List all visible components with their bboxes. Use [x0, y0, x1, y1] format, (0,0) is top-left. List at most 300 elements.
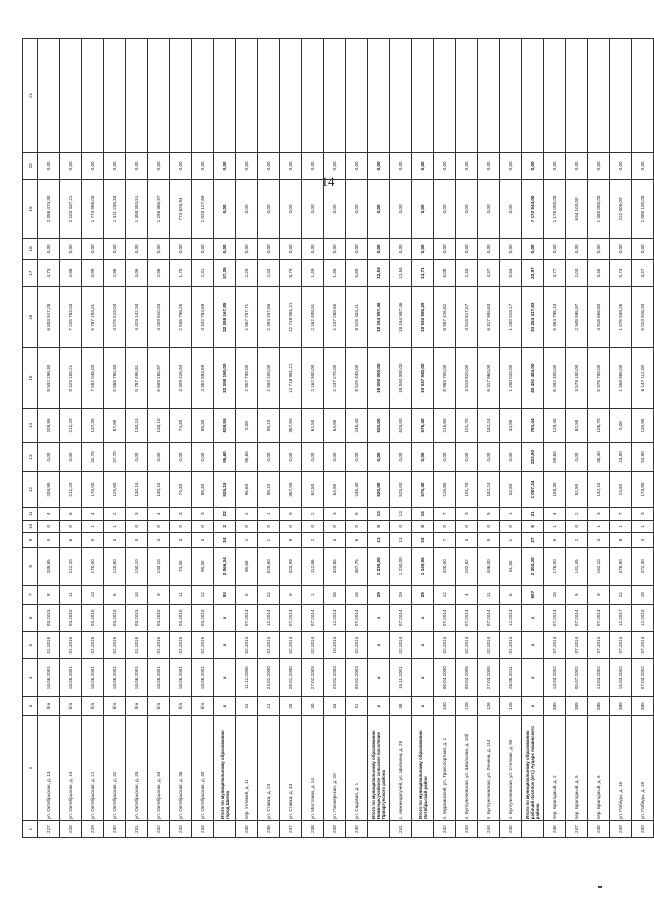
- table-cell: 0,00: [104, 238, 126, 259]
- table-cell: 162,10: [588, 547, 610, 585]
- table-cell: 98,30: [192, 472, 214, 508]
- table-cell: 23,90: [610, 442, 632, 471]
- table-cell: 27: [522, 533, 544, 548]
- table-total-row: [412, 39, 434, 838]
- table-cell: 0,00: [610, 152, 632, 179]
- table-cell: 18.06.2001: [82, 659, 104, 697]
- column-header: 19: [23, 180, 38, 239]
- table-cell: 997: [522, 585, 544, 604]
- table-cell: 0: [302, 520, 324, 533]
- table-row: [280, 39, 302, 838]
- table-cell: 0,00: [60, 442, 82, 471]
- table-cell: [346, 39, 368, 153]
- table-cell: 07.2014: [588, 631, 610, 658]
- table-cell: 2: [214, 520, 236, 533]
- table-cell: 13: [368, 507, 390, 520]
- table-cell: 5 023 916,33: [632, 287, 654, 348]
- column-header: 1: [23, 821, 38, 838]
- table-cell: 12: [434, 585, 456, 604]
- address-cell: ул. Мостовая, д. 14: [302, 716, 324, 821]
- table-cell: х: [412, 631, 434, 658]
- table-cell: 4: [148, 533, 170, 548]
- table-cell: 0,00: [588, 152, 610, 179]
- table-cell: 15: [544, 585, 566, 604]
- table-cell: 2,34: [258, 259, 280, 286]
- table-cell: 4 362 883,69: [192, 348, 214, 409]
- table-cell: 0,00: [148, 238, 170, 259]
- table-cell: 0: [148, 520, 170, 533]
- table-cell: 01.2014: [500, 631, 522, 658]
- table-cell: 0,00: [192, 152, 214, 179]
- table-cell: 0,00: [346, 152, 368, 179]
- table-cell: х: [368, 604, 390, 631]
- table-cell: х: [214, 659, 236, 697]
- table-cell: 4: [148, 507, 170, 520]
- table-cell: 3 518 820,00: [456, 348, 478, 409]
- table-cell: 212,20: [60, 547, 82, 585]
- table-cell: 2 394 257,66: [258, 287, 280, 348]
- table-cell: 130,10: [126, 472, 148, 508]
- table-cell: 7 582 046,03: [82, 348, 104, 409]
- table-cell: 235: [236, 821, 258, 838]
- table-cell: 9: [588, 585, 610, 604]
- table-cell: 18 040 000,00: [390, 348, 412, 409]
- table-cell: 02.2014: [346, 631, 368, 658]
- table-cell: 02.2014: [478, 631, 500, 658]
- table-cell: 19 943 986,29: [412, 287, 434, 348]
- table-cell: 3: [126, 507, 148, 520]
- table-cell: б/н: [192, 697, 214, 716]
- table-cell: 03.2015: [82, 604, 104, 631]
- table-cell: 07.03.2002: [632, 659, 654, 697]
- table-cell: 101,70: [456, 472, 478, 508]
- table-cell: 0,00: [368, 442, 390, 471]
- table-cell: 1 176 000,00: [544, 180, 566, 239]
- table-cell: 244: [478, 821, 500, 838]
- table-cell: 467,75: [346, 547, 368, 585]
- table-cell: 230: [104, 821, 126, 838]
- table-cell: 0,00: [60, 238, 82, 259]
- table-cell: 0,00: [588, 238, 610, 259]
- table-cell: 0,00: [258, 180, 280, 239]
- address-cell: п. Булгуночинская, ул. Ленина, д. 114: [478, 716, 500, 821]
- table-cell: 2 203 437,21: [60, 180, 82, 239]
- table-cell: 0,00: [390, 180, 412, 239]
- table-cell: 02.2014: [390, 631, 412, 658]
- table-cell: 34,90: [500, 409, 522, 443]
- housing-program-table: [22, 38, 654, 838]
- table-cell: 0,00: [500, 238, 522, 259]
- table-cell: [368, 821, 390, 838]
- table-cell: 106,70: [588, 409, 610, 443]
- table-cell: 98,30: [192, 547, 214, 585]
- address-cell: пер. Брагодный, д. 6: [588, 716, 610, 821]
- table-cell: 34: [324, 697, 346, 716]
- column-header: 3: [23, 697, 38, 716]
- table-cell: 0,00: [280, 442, 302, 471]
- table-cell: х: [412, 659, 434, 697]
- table-cell: 2 162 500,00: [302, 348, 324, 409]
- address-cell: пер. Брагодный, д. 2: [544, 716, 566, 821]
- table-cell: 24: [214, 533, 236, 548]
- table-row: [148, 39, 170, 838]
- table-cell: [434, 39, 456, 153]
- table-cell: 4 916 856,60: [588, 287, 610, 348]
- table-cell: 576,40: [412, 472, 434, 508]
- table-cell: 8,79: [280, 259, 302, 286]
- table-cell: [368, 39, 390, 153]
- table-cell: 0,00: [302, 442, 324, 471]
- table-cell: 9: [280, 533, 302, 548]
- table-cell: х: [412, 604, 434, 631]
- table-cell: 95,60: [236, 472, 258, 508]
- table-row: [324, 39, 346, 838]
- table-cell: 0,00: [324, 238, 346, 259]
- table-cell: 209,95: [38, 409, 60, 443]
- table-cell: 1 200 019,17: [500, 287, 522, 348]
- table-cell: 158,30: [544, 472, 566, 508]
- address-cell: ул. Октябрьская, д. 33: [126, 716, 148, 821]
- table-cell: [38, 39, 60, 153]
- table-cell: 9: [280, 507, 302, 520]
- table-body: [38, 39, 654, 838]
- table-cell: 0,00: [544, 238, 566, 259]
- table-cell: 1: [544, 520, 566, 533]
- table-cell: 05.07.2002: [566, 659, 588, 697]
- table-cell: 3: [170, 507, 192, 520]
- table-cell: 935,15: [214, 472, 236, 508]
- table-cell: 15.11.2001: [390, 659, 412, 697]
- table-cell: 237: [280, 821, 302, 838]
- table-cell: 2: [566, 533, 588, 548]
- table-cell: 0: [258, 520, 280, 533]
- table-cell: 02.2014: [236, 631, 258, 658]
- table-cell: 130,10: [126, 409, 148, 443]
- table-cell: 2: [566, 507, 588, 520]
- table-cell: 01.2015: [38, 631, 60, 658]
- column-header: 15: [23, 348, 38, 409]
- table-cell: 21: [258, 697, 280, 716]
- table-cell: 525,00: [390, 472, 412, 508]
- table-cell: 3,99: [82, 259, 104, 286]
- table-cell: 06.04.2000: [434, 659, 456, 697]
- table-cell: 7 225 763,03: [60, 287, 82, 348]
- table-row: [38, 39, 60, 838]
- table-cell: 176,00: [544, 547, 566, 585]
- table-cell: 5: [566, 585, 588, 604]
- table-cell: 6 317 955,63: [478, 287, 500, 348]
- table-cell: 5,89: [346, 259, 368, 286]
- table-cell: 1 358 966,00: [610, 348, 632, 409]
- table-cell: 07.2014: [456, 604, 478, 631]
- table-cell: 0,00: [456, 180, 478, 239]
- table-cell: 32,70: [82, 442, 104, 471]
- table-row: [610, 39, 632, 838]
- address-cell: пер. Угловой, д. 11: [236, 716, 258, 821]
- table-cell: 07.2014: [566, 604, 588, 631]
- column-header: 10: [23, 520, 38, 533]
- table-cell: [104, 39, 126, 153]
- table-cell: 0,00: [632, 238, 654, 259]
- table-cell: 0,00: [324, 152, 346, 179]
- table-cell: 07.2014: [478, 604, 500, 631]
- table-cell: 0,00: [38, 238, 60, 259]
- table-cell: 3,77: [544, 259, 566, 286]
- table-cell: 6 147 112,00: [632, 348, 654, 409]
- table-cell: 35,40: [588, 442, 610, 471]
- table-cell: 09.04.2005: [456, 659, 478, 697]
- table-cell: 2 162 408,51: [302, 287, 324, 348]
- table-cell: 5: [478, 507, 500, 520]
- table-cell: 3: [456, 533, 478, 548]
- table-cell: 12.2014: [324, 604, 346, 631]
- table-cell: 0: [434, 520, 456, 533]
- table-cell: х: [522, 631, 544, 658]
- table-cell: 0: [390, 520, 412, 533]
- table-cell: 0,00: [478, 442, 500, 471]
- table-total-row: [214, 39, 236, 838]
- table-cell: 238: [302, 821, 324, 838]
- table-cell: 40 491 484,00: [522, 348, 544, 409]
- table-cell: [610, 39, 632, 153]
- address-cell: ул. Октябрьская, д. 34: [148, 716, 170, 821]
- table-cell: 01.2015: [60, 631, 82, 658]
- column-header: 18: [23, 238, 38, 259]
- table-cell: х: [522, 697, 544, 716]
- table-cell: 82,90: [566, 409, 588, 443]
- table-cell: 4: [456, 585, 478, 604]
- table-row: [478, 39, 500, 838]
- table-cell: 6: [346, 533, 368, 548]
- table-cell: 232: [148, 821, 170, 838]
- table-cell: 2 957 757,71: [236, 287, 258, 348]
- table-cell: 2: [302, 533, 324, 548]
- table-cell: 126: [500, 697, 522, 716]
- table-cell: 12.2014: [500, 604, 522, 631]
- table-cell: [478, 39, 500, 153]
- table-cell: 215,80: [434, 472, 456, 508]
- table-cell: 0,00: [434, 442, 456, 471]
- table-cell: 2,31: [192, 259, 214, 286]
- table-cell: 18.06.2001: [170, 659, 192, 697]
- table-cell: 1: [610, 520, 632, 533]
- table-header-row: [23, 39, 38, 838]
- table-cell: 29.02.2003: [324, 659, 346, 697]
- table-cell: 7 172 844,00: [522, 180, 544, 239]
- table-cell: 209,95: [38, 472, 60, 508]
- table-cell: 520,00: [368, 409, 390, 443]
- table-cell: [500, 39, 522, 153]
- table-cell: 0,00: [214, 180, 236, 239]
- table-cell: 0,00: [478, 238, 500, 259]
- table-cell: 12.2015: [632, 604, 654, 631]
- table-cell: [390, 39, 412, 153]
- table-cell: 0,00: [236, 152, 258, 179]
- table-cell: 227: [38, 821, 60, 838]
- table-cell: 3: [192, 507, 214, 520]
- table-cell: 1: [500, 533, 522, 548]
- table-cell: 525,00: [390, 409, 412, 443]
- address-cell: ул. Победы, д. 18: [632, 716, 654, 821]
- table-row: [82, 39, 104, 838]
- table-cell: 385: [632, 697, 654, 716]
- table-cell: 215,80: [434, 409, 456, 443]
- table-cell: 222 006,00: [610, 180, 632, 239]
- table-cell: 0,00: [390, 442, 412, 471]
- table-row: [346, 39, 368, 838]
- table-cell: 8: [38, 585, 60, 604]
- table-cell: 130,10: [148, 472, 170, 508]
- table-cell: 03.2015: [38, 604, 60, 631]
- table-cell: [126, 39, 148, 153]
- address-cell: Итого по муниципальному образованию Октябрьский район: [412, 716, 434, 821]
- table-cell: 0: [192, 520, 214, 533]
- table-cell: 13: [390, 533, 412, 548]
- table-cell: 12 718 981,21: [280, 287, 302, 348]
- table-cell: [214, 39, 236, 153]
- table-cell: 30: [302, 697, 324, 716]
- table-cell: 0,00: [38, 152, 60, 179]
- table-cell: 1 085 100,00: [632, 180, 654, 239]
- table-cell: 3: [192, 533, 214, 548]
- table-cell: 2 247 270,00: [324, 348, 346, 409]
- table-cell: 5: [82, 533, 104, 548]
- column-header: 5: [23, 631, 38, 658]
- table-cell: 1: [82, 520, 104, 533]
- table-cell: [258, 39, 280, 153]
- table-cell: 0: [324, 520, 346, 533]
- table-cell: 0,00: [566, 442, 588, 471]
- table-cell: 1 230,00: [368, 547, 390, 585]
- table-cell: 385: [566, 697, 588, 716]
- table-cell: 8: [610, 533, 632, 548]
- table-cell: 1 311 238,33: [104, 180, 126, 239]
- table-cell: 234: [192, 821, 214, 838]
- table-cell: 1 349,96: [412, 547, 434, 585]
- page-number: 14: [321, 174, 335, 189]
- table-cell: х: [368, 631, 390, 658]
- table-cell: 2: [236, 533, 258, 548]
- table-cell: 32 398 167,85: [214, 287, 236, 348]
- table-cell: 1 060 000,00: [588, 180, 610, 239]
- table-cell: 446,00: [478, 547, 500, 585]
- table-cell: 6 492 400,00: [544, 348, 566, 409]
- table-cell: 41: [236, 697, 258, 716]
- table-cell: 64,95: [324, 409, 346, 443]
- table-cell: 0,00: [192, 442, 214, 471]
- table-cell: 0,00: [478, 152, 500, 179]
- table-cell: 18.06.2001: [60, 659, 82, 697]
- table-cell: 6: [60, 533, 82, 548]
- table-cell: 13: [390, 507, 412, 520]
- table-cell: 6: [346, 507, 368, 520]
- table-cell: 12 718 981,21: [280, 348, 302, 409]
- table-cell: 22: [258, 585, 280, 604]
- table-cell: 3: [170, 533, 192, 548]
- table-row: [544, 39, 566, 838]
- table-cell: 5 976 700,00: [588, 348, 610, 409]
- column-header: 14: [23, 409, 38, 443]
- table-cell: 0,00: [390, 238, 412, 259]
- table-cell: 4: [632, 533, 654, 548]
- table-cell: 07.2014: [610, 631, 632, 658]
- table-cell: 525,60: [258, 547, 280, 585]
- table-cell: 0,00: [280, 152, 302, 179]
- table-cell: 2,03: [566, 259, 588, 286]
- table-cell: 212,20: [60, 409, 82, 443]
- table-cell: 3: [588, 507, 610, 520]
- table-total-row: [522, 39, 544, 838]
- table-cell: [324, 39, 346, 153]
- table-cell: 07.2014: [390, 604, 412, 631]
- table-cell: 54,90: [632, 442, 654, 471]
- table-cell: 1: [302, 585, 324, 604]
- table-cell: х: [214, 604, 236, 631]
- table-cell: 2,96: [148, 259, 170, 286]
- table-row: [60, 39, 82, 838]
- table-cell: 250: [632, 821, 654, 838]
- table-cell: 0,00: [170, 152, 192, 179]
- table-cell: 16: [346, 585, 368, 604]
- table-cell: 240: [346, 821, 368, 838]
- table-cell: 18.06.2001: [38, 659, 60, 697]
- table-cell: 0,00: [346, 442, 368, 471]
- table-cell: 8 525 440,00: [346, 348, 368, 409]
- table-cell: 64,95: [324, 472, 346, 508]
- table-cell: 246,40: [346, 409, 368, 443]
- table-cell: 229: [82, 821, 104, 838]
- table-cell: 37,35: [214, 259, 236, 286]
- table-cell: 19 947 940,00: [412, 348, 434, 409]
- table-cell: 07.2014: [544, 631, 566, 658]
- table-cell: 0,00: [544, 152, 566, 179]
- table-cell: 839,55: [214, 409, 236, 443]
- table-cell: 59,60: [544, 442, 566, 471]
- table-cell: 0: [170, 520, 192, 533]
- table-cell: 0,00: [434, 180, 456, 239]
- table-cell: 1: [500, 507, 522, 520]
- table-cell: 0,00: [258, 152, 280, 179]
- table-cell: 0,00: [456, 442, 478, 471]
- table-cell: 16: [412, 533, 434, 548]
- table-cell: 11: [478, 585, 500, 604]
- column-header: 8: [23, 547, 38, 585]
- table-cell: 12,54: [368, 259, 390, 286]
- table-cell: 3: [324, 533, 346, 548]
- table-cell: 0: [500, 520, 522, 533]
- table-cell: 1: [258, 533, 280, 548]
- table-cell: 0,00: [456, 238, 478, 259]
- table-cell: 0,00: [302, 180, 324, 239]
- table-cell: 0,00: [390, 152, 412, 179]
- table-cell: 1: [258, 507, 280, 520]
- table-cell: 23.02.2000: [258, 659, 280, 697]
- address-cell: ул. Садовая, д. 1: [346, 716, 368, 821]
- table-cell: 3: [324, 507, 346, 520]
- table-cell: [522, 821, 544, 838]
- table-total-row: [368, 39, 390, 838]
- table-cell: 74,30: [170, 409, 192, 443]
- table-cell: 2 394 200,00: [258, 348, 280, 409]
- table-cell: 130,10: [126, 547, 148, 585]
- table-cell: 3 579 100,00: [566, 348, 588, 409]
- table-cell: 0,00: [346, 180, 368, 239]
- table-cell: 231: [126, 821, 148, 838]
- table-cell: 18: [632, 585, 654, 604]
- column-header: 16: [23, 287, 38, 348]
- table-cell: [632, 39, 654, 153]
- table-cell: 2: [302, 507, 324, 520]
